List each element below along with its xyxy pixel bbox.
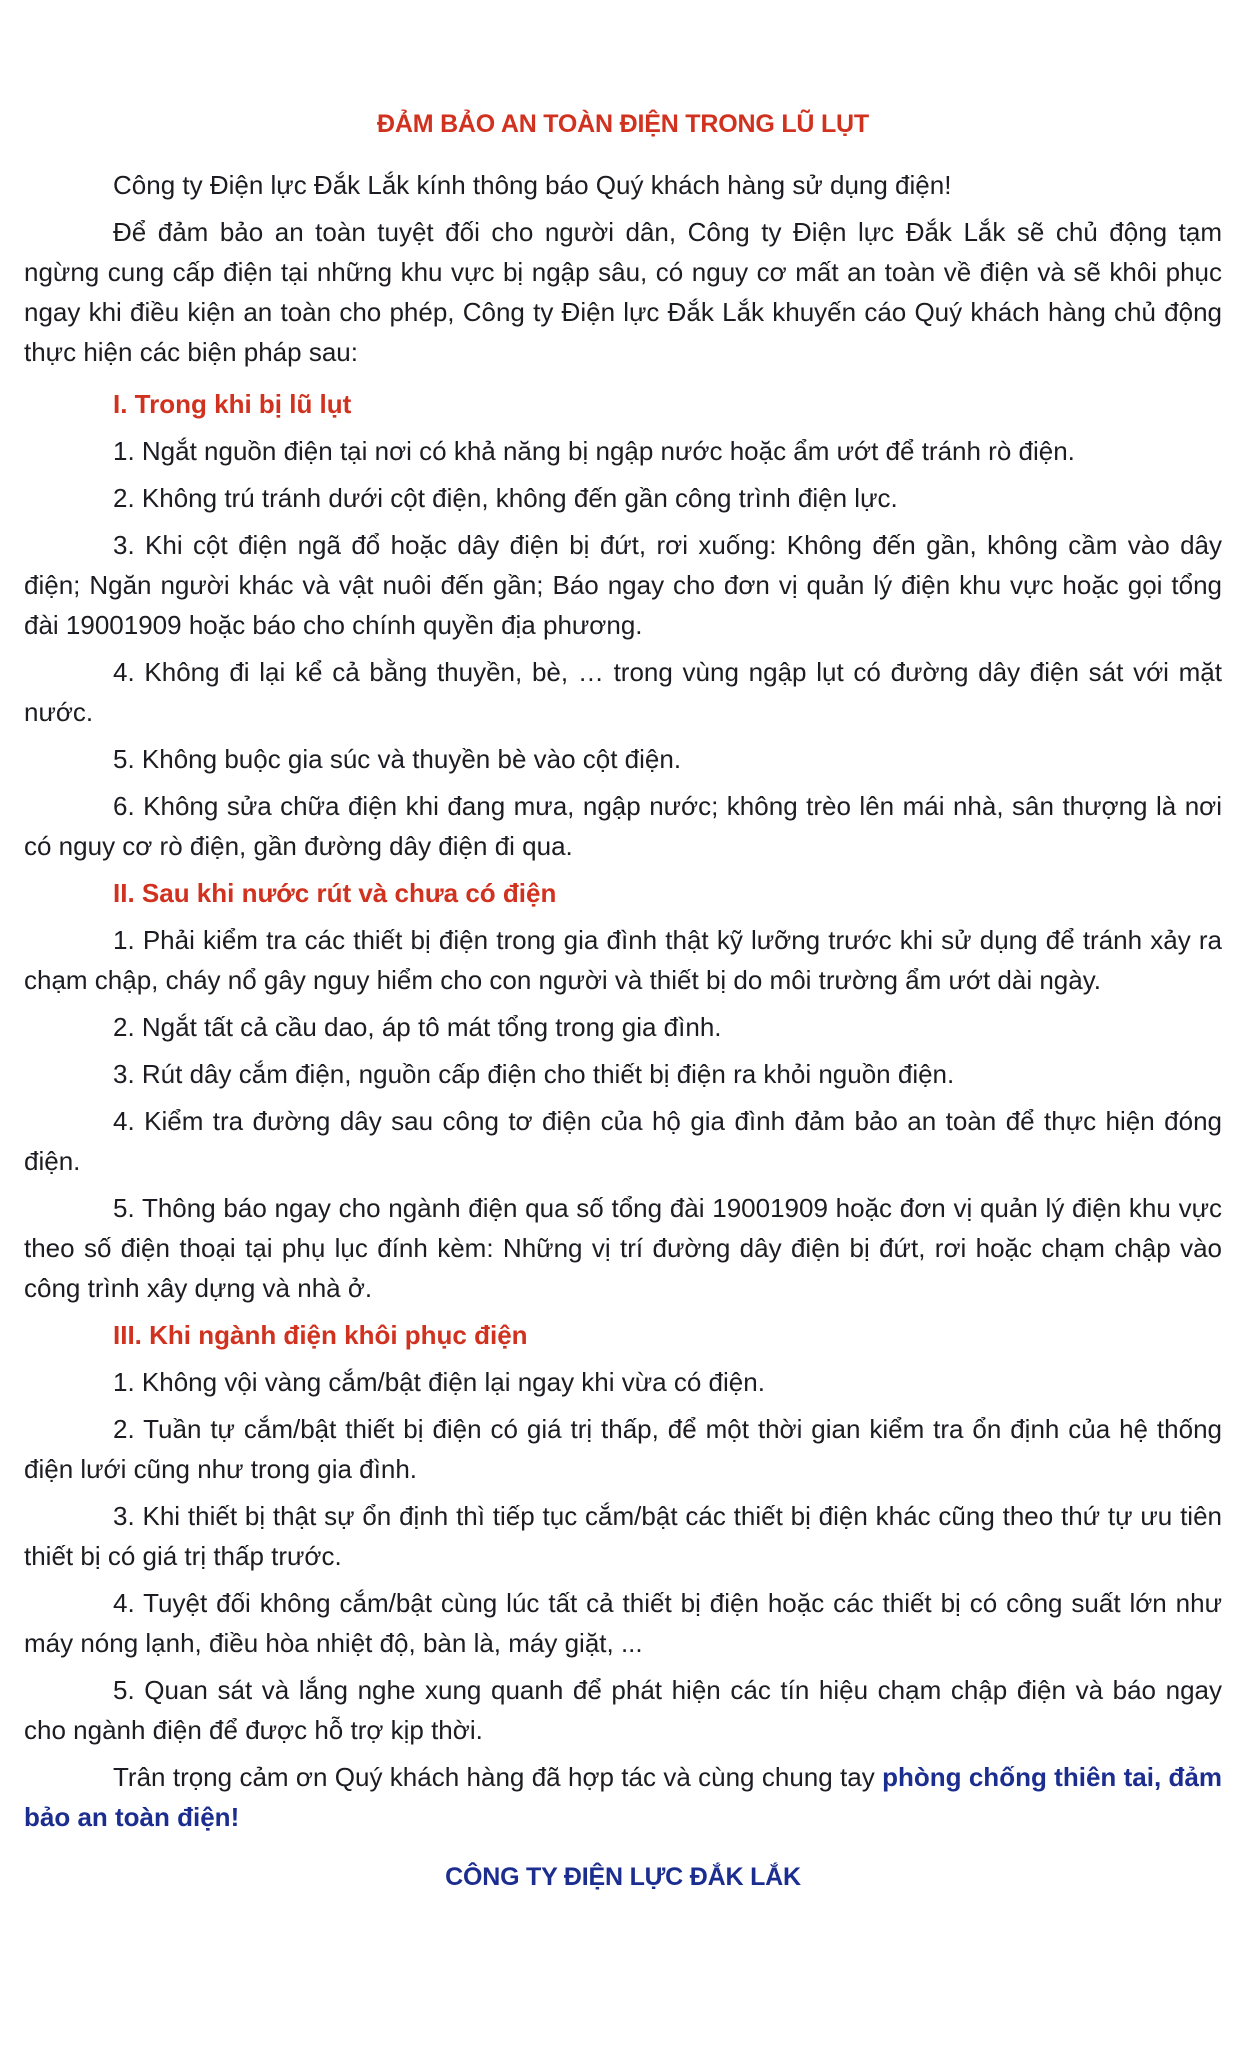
- list-item: 2. Không trú tránh dưới cột điện, không đến gần công trình điện lực.: [113, 483, 898, 513]
- list-item: 4. Kiểm tra đường dây sau công tơ điện của hộ gia đình đảm bảo an toàn để thực hiện đóng điện.: [24, 1106, 1222, 1176]
- closing-text: Trân trọng cảm ơn Quý khách hàng đã hợp tác và cùng chung tay: [113, 1762, 883, 1792]
- intro-paragraph: Để đảm bảo an toàn tuyệt đối cho người dân, Công ty Điện lực Đắk Lắk sẽ chủ động tạm ngừng cung cấp điện tại những khu vực bị ngập sâu, có nguy cơ mất an toàn về điện và sẽ khôi phục ngay khi điều kiện an toàn cho phép, Công ty Điện lực Đắk Lắk khuyến cáo Quý khách hàng chủ động thực hiện các biện pháp sau:: [24, 217, 1222, 367]
- greeting: Công ty Điện lực Đắk Lắk kính thông báo Quý khách hàng sử dụng điện!: [113, 170, 952, 200]
- list-item: 2. Ngắt tất cả cầu dao, áp tô mát tổng trong gia đình.: [113, 1012, 722, 1042]
- list-item: 5. Thông báo ngay cho ngành điện qua số tổng đài 19001909 hoặc đơn vị quản lý điện khu vực theo số điện thoại tại phụ lục đính kèm: Những vị trí đường dây điện bị đứt, rơi hoặc chạm chập vào công trình xây dựng và nhà ở.: [24, 1193, 1222, 1303]
- closing-emphasis: phòng chống thiên tai, đảm bảo an toàn điện!: [24, 1762, 1223, 1832]
- section-heading: II. Sau khi nước rút và chưa có điện: [113, 878, 557, 908]
- list-item: 1. Không vội vàng cắm/bật điện lại ngay khi vừa có điện.: [113, 1367, 765, 1397]
- list-item: 1. Ngắt nguồn điện tại nơi có khả năng bị ngập nước hoặc ẩm ướt để tránh rò điện.: [113, 436, 1075, 466]
- list-item: 6. Không sửa chữa điện khi đang mưa, ngập nước; không trèo lên mái nhà, sân thượng là nơi có nguy cơ rò điện, gần đường dây điện đi qua.: [24, 791, 1222, 861]
- document: [24, 110, 1222, 1892]
- list-item: 1. Phải kiểm tra các thiết bị điện trong gia đình thật kỹ lưỡng trước khi sử dụng để tránh xảy ra chạm chập, cháy nổ gây nguy hiểm cho con người và thiết bị do môi trường ẩm ướt dài ngày.: [24, 925, 1222, 995]
- section-during-flood: [24, 384, 1222, 866]
- list-item: 3. Khi thiết bị thật sự ổn định thì tiếp tục cắm/bật các thiết bị điện khác cũng theo thứ tự ưu tiên thiết bị có giá trị thấp trước.: [24, 1501, 1222, 1571]
- list-item: 4. Tuyệt đối không cắm/bật cùng lúc tất cả thiết bị điện hoặc các thiết bị có công suất lớn như máy nóng lạnh, điều hòa nhiệt độ, bàn là, máy giặt, ...: [24, 1588, 1222, 1658]
- closing-paragraph: [24, 1757, 1222, 1837]
- section-heading: III. Khi ngành điện khôi phục điện: [113, 1320, 528, 1350]
- list-item: 2. Tuần tự cắm/bật thiết bị điện có giá trị thấp, để một thời gian kiểm tra ổn định của hệ thống điện lưới cũng như trong gia đình.: [24, 1414, 1222, 1484]
- list-item: 3. Khi cột điện ngã đổ hoặc dây điện bị đứt, rơi xuống: Không đến gần, không cầm vào dây điện; Ngăn người khác và vật nuôi đến gần; Báo ngay cho đơn vị quản lý điện khu vực hoặc gọi tổng đài 19001909 hoặc báo cho chính quyền địa phương.: [24, 530, 1222, 640]
- list-item: 5. Quan sát và lắng nghe xung quanh để phát hiện các tín hiệu chạm chập điện và báo ngay cho ngành điện để được hỗ trợ kịp thời.: [24, 1675, 1222, 1745]
- list-item: 4. Không đi lại kể cả bằng thuyền, bè, … trong vùng ngập lụt có đường dây điện sát với mặt nước.: [24, 657, 1222, 727]
- section-power-restoration: [24, 1315, 1222, 1750]
- list-item: 5. Không buộc gia súc và thuyền bè vào cột điện.: [113, 744, 682, 774]
- section-after-water-recedes: [24, 873, 1222, 1308]
- section-heading: I. Trong khi bị lũ lụt: [113, 389, 352, 419]
- document-title: ĐẢM BẢO AN TOÀN ĐIỆN TRONG LŨ LỤT: [377, 110, 869, 138]
- list-item: 3. Rút dây cắm điện, nguồn cấp điện cho thiết bị điện ra khỏi nguồn điện.: [113, 1059, 955, 1089]
- company-signature: CÔNG TY ĐIỆN LỰC ĐẮK LẮK: [445, 1863, 801, 1891]
